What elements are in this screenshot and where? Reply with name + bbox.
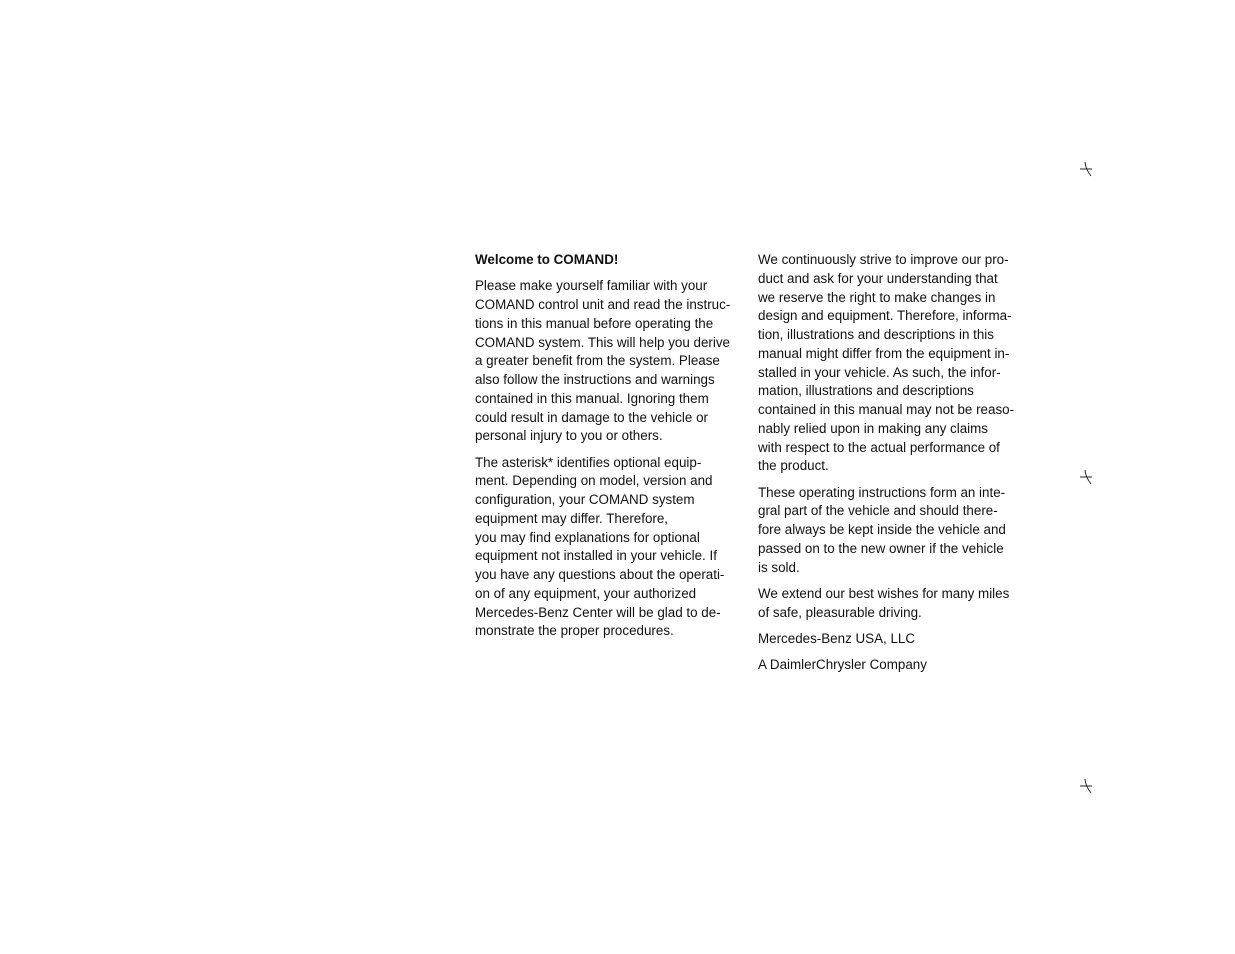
text-line: equipment not installed in your vehicle. If [475, 548, 717, 564]
intro-paragraph [475, 277, 747, 446]
company-name [758, 630, 1030, 649]
optional-equipment-paragraph [475, 454, 747, 642]
text-line: configuration, your COMAND system [475, 492, 695, 507]
text-line: also follow the instructions and warnings [475, 372, 715, 387]
text-line: monstrate the proper procedures. [475, 623, 674, 639]
keep-in-vehicle-paragraph [758, 484, 1030, 578]
text-line: of safe, pleasurable driving. [758, 604, 922, 620]
text-line: design and equipment. Therefore, informa- [758, 308, 1012, 324]
text-line: COMAND control unit and read the instruc- [475, 297, 731, 312]
text-line: COMAND system. This will help you derive [475, 334, 730, 350]
text-line: passed on to the new owner if the vehicle [758, 540, 1004, 556]
text-line: you may find explanations for optional [475, 529, 700, 545]
text-line: stalled in your vehicle. As such, the infor- [758, 364, 1001, 380]
text-line: the product. [758, 458, 829, 474]
text-line: equipment may differ. Therefore, [475, 510, 669, 526]
page-heading: Welcome to COMAND! [475, 252, 619, 267]
text-line: could result in damage to the vehicle or [475, 409, 708, 425]
text-line: ment. Depending on model, version and [475, 473, 713, 489]
text-line: fore always be kept inside the vehicle and [758, 522, 1006, 537]
text-line: The asterisk* identifies optional equip- [475, 454, 702, 470]
crop-mark-icon [1079, 467, 1093, 487]
text-line: These operating instructions form an inte- [758, 484, 1006, 500]
text-line: manual might differ from the equipment in- [758, 345, 1010, 361]
text-line: We continuously strive to improve our pro- [758, 252, 1009, 267]
crop-mark-icon [1079, 776, 1093, 796]
text-line: we reserve the right to make changes in [758, 289, 996, 305]
text-line: mation, illustrations and descriptions [758, 383, 974, 399]
text-line: with respect to the actual performance of [758, 439, 1000, 455]
text-line: contained in this manual may not be reaso- [758, 402, 1015, 417]
right-column [758, 251, 1030, 682]
text-line: We extend our best wishes for many miles [758, 585, 1010, 601]
text-line: tion, illustrations and descriptions in this [758, 327, 994, 342]
best-wishes-paragraph [758, 585, 1030, 623]
text-line: on of any equipment, your authorized [475, 585, 697, 601]
text-line: contained in this manual. Ignoring them [475, 390, 709, 406]
text-line: a greater benefit from the system. Please [475, 353, 720, 369]
text-line: is sold. [758, 559, 800, 575]
parent-company [758, 656, 1030, 675]
crop-mark-icon [1079, 159, 1093, 179]
text-line: Mercedes-Benz USA, LLC [758, 630, 916, 646]
text-line: Please make yourself familiar with your [475, 278, 708, 294]
text-line: duct and ask for your understanding that [758, 270, 998, 286]
text-line: you have any questions about the operati- [475, 567, 725, 582]
text-line: A DaimlerChrysler Company [758, 657, 927, 672]
text-line: gral part of the vehicle and should there- [758, 503, 998, 519]
improvement-paragraph [758, 251, 1030, 476]
text-line: personal injury to you or others. [475, 428, 663, 444]
text-line: nably relied upon in making any claims [758, 420, 988, 436]
text-line: Mercedes-Benz Center will be glad to de- [475, 604, 721, 620]
text-line: tions in this manual before operating the [475, 315, 714, 331]
left-column [475, 251, 747, 649]
